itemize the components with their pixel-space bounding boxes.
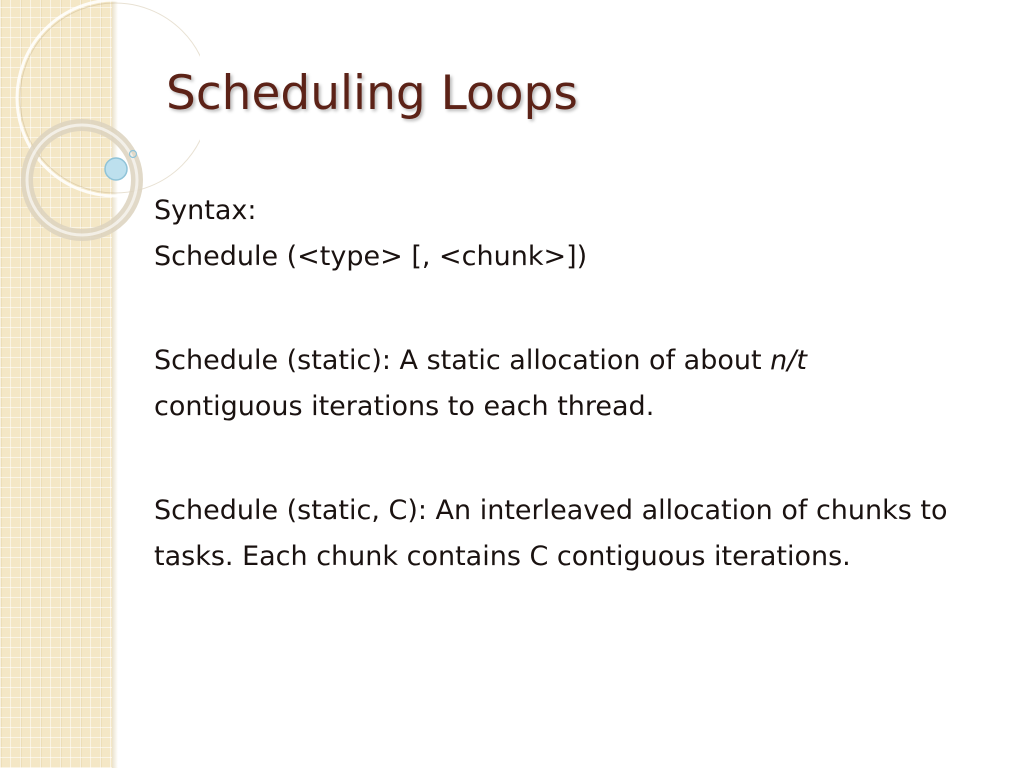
- syntax-line: Schedule (<type> [, <chunk>]): [154, 241, 588, 272]
- decorative-grid-band: [0, 0, 112, 768]
- static-desc-italic: n/t: [770, 345, 807, 376]
- static-desc-suffix: contiguous iterations to each thread.: [154, 391, 655, 422]
- small-blue-dot: [130, 151, 137, 158]
- static-chunk-description: Schedule (static, C): An interleaved allocation of chunks to tasks. Each chunk contains C contiguous iterations.: [154, 495, 948, 572]
- syntax-label: Syntax:: [154, 195, 257, 226]
- slide-body: [154, 188, 954, 580]
- static-description: [154, 338, 954, 430]
- band-edge-shadow: [112, 0, 118, 768]
- static-desc-prefix: Schedule (static): A static allocation of about: [154, 345, 771, 376]
- slide-title: Scheduling Loops: [166, 66, 578, 121]
